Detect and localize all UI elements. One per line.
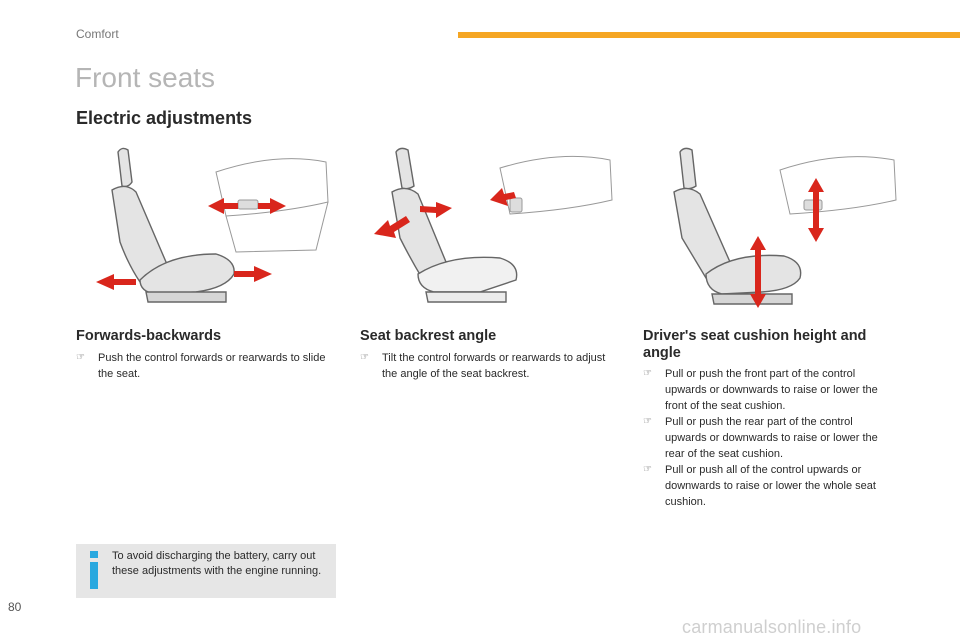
section-label: Comfort bbox=[76, 27, 119, 41]
pointing-finger-icon: ☞ bbox=[360, 352, 369, 363]
console-outline bbox=[500, 156, 612, 214]
info-note bbox=[76, 544, 336, 598]
pointing-finger-icon: ☞ bbox=[643, 368, 652, 379]
watermark: carmanualsonline.info bbox=[682, 617, 862, 637]
seat-backrest-instructions bbox=[360, 350, 610, 382]
instruction-text: Push the control forwards or rearwards to slide the seat. bbox=[98, 352, 326, 380]
cushion-height-instructions bbox=[643, 366, 893, 510]
pointing-finger-icon: ☞ bbox=[643, 416, 652, 427]
pointing-finger-icon: ☞ bbox=[643, 464, 652, 475]
info-text: To avoid discharging the battery, carry out these adjustments with the engine running. bbox=[112, 550, 322, 577]
list-item bbox=[76, 350, 336, 382]
cushion-height-heading: Driver's seat cushion height and angle bbox=[643, 328, 867, 361]
instruction-text: Pull or push all of the control upwards or downwards to raise or lower the whole seat cushion. bbox=[665, 464, 876, 508]
forwards-backwards-instructions bbox=[76, 350, 336, 382]
seat-drawing bbox=[392, 148, 517, 302]
info-icon bbox=[86, 551, 102, 589]
list-item bbox=[643, 462, 893, 510]
instruction-text: Pull or push the rear part of the control upwards or downwards to raise or lower the rear of the seat cushion. bbox=[665, 416, 878, 460]
pointing-finger-icon: ☞ bbox=[76, 352, 85, 363]
seat-backrest-heading: Seat backrest angle bbox=[360, 328, 497, 344]
list-item bbox=[643, 414, 893, 462]
backrest-angle-illustration bbox=[360, 142, 620, 317]
console-outline bbox=[780, 157, 896, 214]
list-item bbox=[643, 366, 893, 414]
instruction-text: Pull or push the front part of the control upwards or downwards to raise or lower the front of the seat cushion. bbox=[665, 368, 878, 412]
orange-accent-bar bbox=[458, 32, 960, 38]
section-heading: Electric adjustments bbox=[76, 108, 253, 128]
list-item bbox=[360, 350, 610, 382]
seat-drawing bbox=[674, 148, 801, 304]
forwards-backwards-heading: Forwards-backwards bbox=[76, 328, 222, 344]
page-title: Front seats bbox=[75, 62, 216, 93]
page-number: 80 bbox=[8, 600, 22, 614]
seat-drawing bbox=[112, 148, 234, 302]
seat-slide-illustration bbox=[76, 142, 336, 317]
instruction-text: Tilt the control forwards or rearwards to adjust the angle of the seat backrest. bbox=[382, 352, 606, 380]
cushion-height-illustration bbox=[644, 142, 904, 317]
